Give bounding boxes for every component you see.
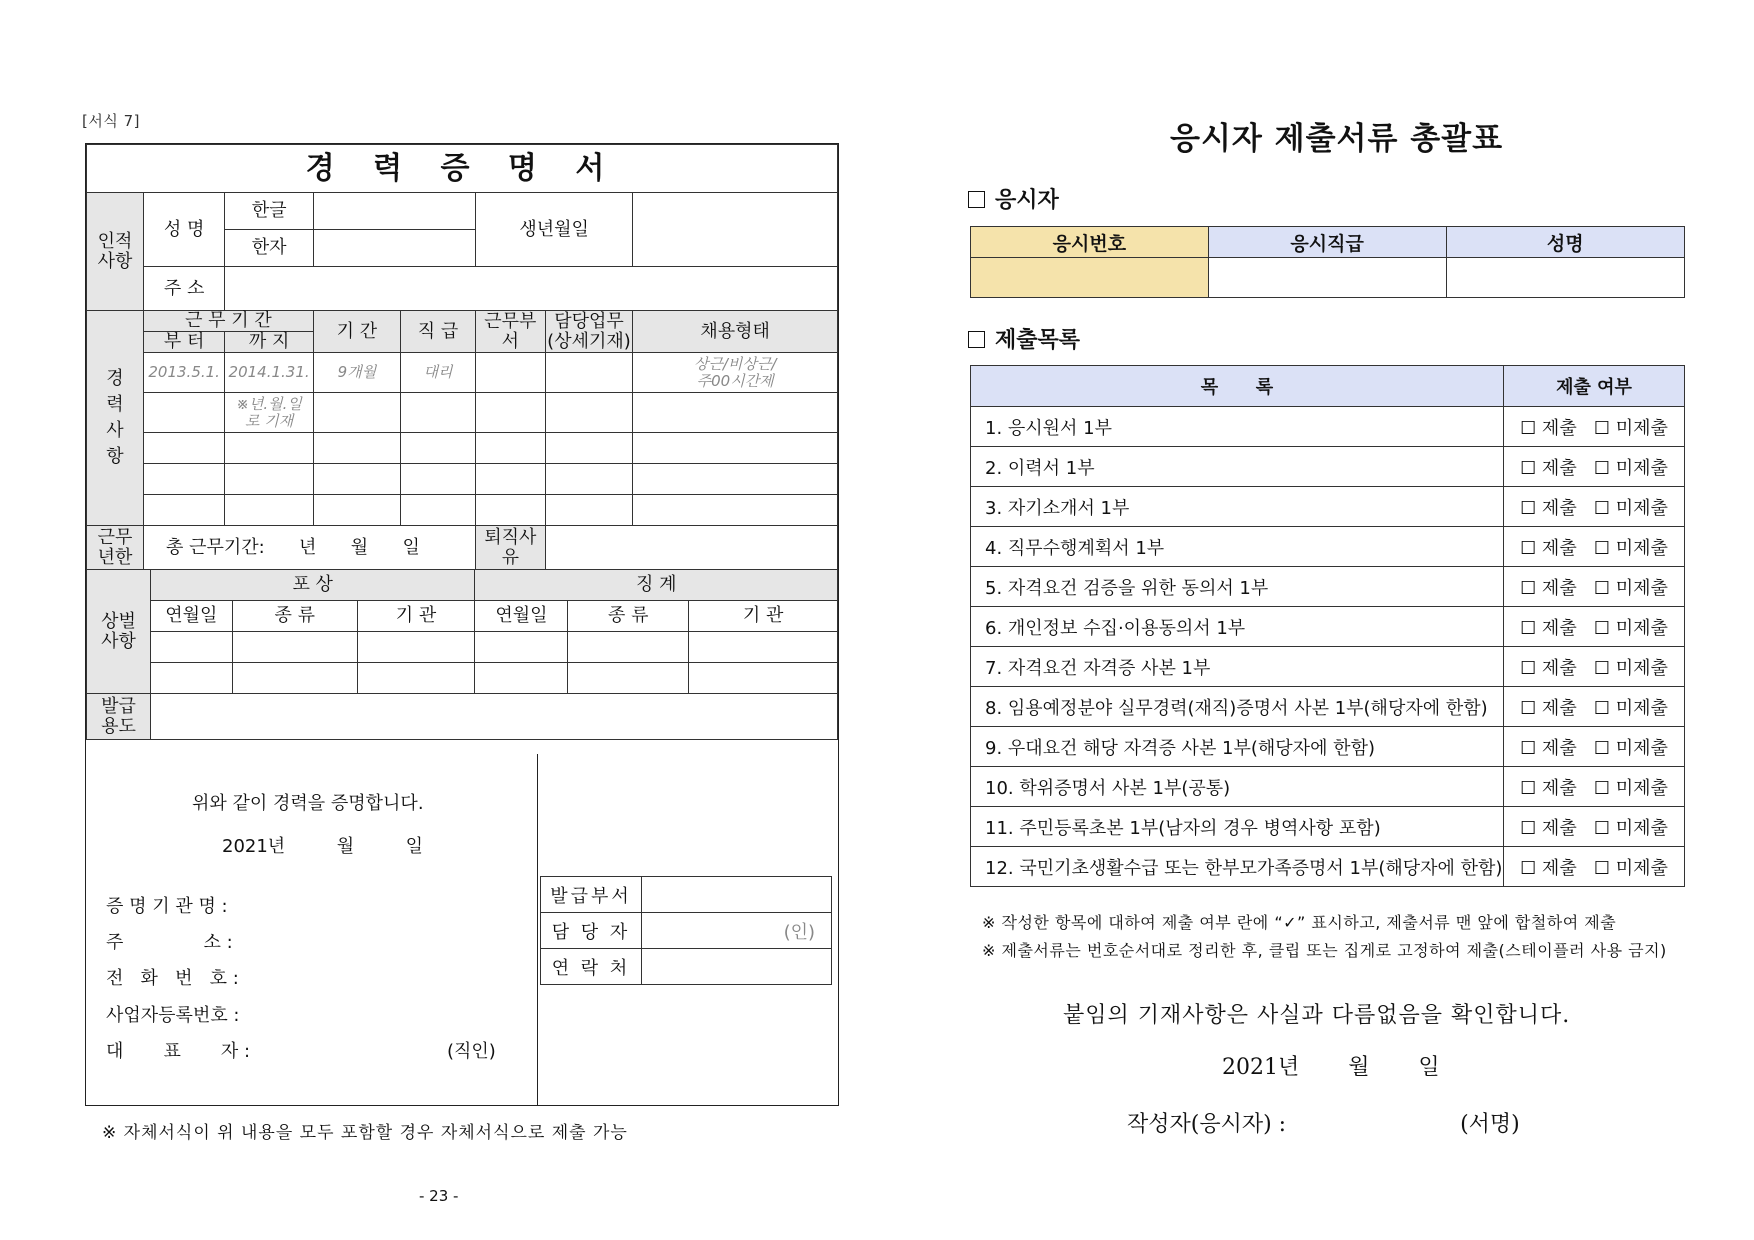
applicant-section-label: 응시자 [995,188,1059,213]
career-cell[interactable] [475,433,545,464]
submission-item: 9. 우대요건 해당 자격증 사본 1부(해당자에 한함) [971,727,1504,767]
writer-line [1127,1107,1520,1138]
submission-item: 12. 국민기초생활수급 또는 한부모가족증명서 1부(해당자에 한함) [971,847,1504,887]
birth-label: 생년월일 [475,193,632,267]
submission-status-checkboxes[interactable]: ☐ 제출 ☐ 미제출 [1504,647,1685,687]
table-row [971,807,1685,847]
career-cell[interactable] [313,393,400,433]
check-instruction-note: ※ 작성한 항목에 대하여 제출 여부 란에 “✓” 표시하고, 제출서류 맨 앞에 합철하여 제출 [982,913,1617,932]
hanja-label: 한자 [225,230,314,267]
issue-info-box [540,876,832,985]
writer-label: 작성자(응시자) : [1127,1112,1287,1137]
biz-number-label: 사업자등록번호 : [106,1005,240,1026]
square-bullet-icon [968,191,985,208]
career-cell[interactable] [313,495,400,526]
table-row [971,407,1685,447]
applicant-name-field[interactable] [1446,258,1685,298]
manager-label: 담 당 자 [541,913,642,949]
certify-area [86,754,538,1105]
career-cell[interactable] [633,495,838,526]
official-seal-mark: (직인) [447,1041,496,1062]
certify-date: 2021년 월 일 [222,836,423,857]
career-cell[interactable] [143,433,224,464]
birth-field[interactable] [633,193,838,267]
dept-label: 근무부서 [475,311,545,353]
table-row [971,647,1685,687]
awards-cell[interactable] [475,663,568,694]
career-cell[interactable] [545,393,633,433]
career-cell[interactable] [313,464,400,495]
career-cell[interactable] [400,495,475,526]
career-cell[interactable] [545,433,633,464]
career-cell[interactable] [143,393,224,433]
submission-item: 2. 이력서 1부 [971,447,1504,487]
hangul-name-field[interactable] [313,193,475,230]
exam-number-header: 응시번호 [971,227,1209,258]
personal-section-label: 인적 사항 [87,193,144,311]
submission-status-checkboxes[interactable]: ☐ 제출 ☐ 미제출 [1504,487,1685,527]
representative-label: 대 표 자 : [106,1041,251,1062]
career-cell[interactable] [475,464,545,495]
address-label: 주 소 [143,267,224,311]
contact-field[interactable] [642,949,832,985]
table-row [971,847,1685,887]
career-cell[interactable] [143,495,224,526]
penalty-org-header: 기 관 [689,601,838,632]
applicant-table [970,226,1685,298]
purpose-field[interactable] [150,694,837,740]
list-item-header: 목 록 [971,366,1504,407]
awards-cell[interactable] [232,632,357,663]
career-cell[interactable] [545,464,633,495]
submission-status-checkboxes[interactable]: ☐ 제출 ☐ 미제출 [1504,767,1685,807]
certificate-table [86,144,838,570]
submission-item: 1. 응시원서 1부 [971,407,1504,447]
table-row [971,687,1685,727]
ordering-instruction-note: ※ 제출서류는 번호순서대로 정리한 후, 클립 또는 집게로 고정하여 제출(스테이플러 사용 금지) [982,941,1667,960]
table-row [971,727,1685,767]
list-status-header: 제출 여부 [1504,366,1685,407]
awards-section-label: 상벌 사항 [87,570,151,694]
submission-item: 4. 직무수행계획서 1부 [971,527,1504,567]
table-row [971,607,1685,647]
career-cell[interactable] [225,495,314,526]
purpose-section-label: 발급 용도 [87,694,151,740]
example-from: 2013.5.1. [143,353,224,393]
summary-title: 응시자 제출서류 총괄표 [1170,121,1504,157]
awards-cell[interactable] [232,663,357,694]
to-label: 까 지 [225,332,314,353]
retire-reason-label: 퇴직사유 [475,526,545,570]
issue-dept-field[interactable] [642,877,832,913]
submission-list-heading [968,323,1080,354]
applicant-name-header: 성명 [1446,227,1685,258]
career-section-label: 경 력 사 항 [87,311,144,526]
career-cell[interactable] [633,433,838,464]
exam-number-field[interactable] [971,258,1209,298]
example-rank: 대리 [400,353,475,393]
awards-cell[interactable] [150,663,232,694]
table-row [971,447,1685,487]
table-row [971,487,1685,527]
awards-cell[interactable] [568,632,689,663]
submission-status-checkboxes[interactable]: ☐ 제출 ☐ 미제출 [1504,847,1685,887]
career-cell[interactable] [400,433,475,464]
certify-statement: 위와 같이 경력을 증명합니다. [192,793,424,814]
career-cell[interactable] [143,464,224,495]
table-row [971,767,1685,807]
career-cell[interactable] [225,464,314,495]
submission-item: 11. 주민등록초본 1부(남자의 경우 병역사항 포함) [971,807,1504,847]
awards-cell[interactable] [568,663,689,694]
awards-cell[interactable] [475,632,568,663]
signature-mark: (서명) [1460,1112,1520,1137]
example-duration: 9개월 [313,353,400,393]
submission-status-checkboxes[interactable]: ☐ 제출 ☐ 미제출 [1504,807,1685,847]
submission-item: 6. 개인정보 수집·이용동의서 1부 [971,607,1504,647]
awards-table [86,569,838,740]
example-to: 2014.1.31. [225,353,314,393]
hangul-label: 한글 [225,193,314,230]
reward-date-header: 연월일 [150,601,232,632]
penalty-date-header: 연월일 [475,601,568,632]
submission-status-checkboxes[interactable]: ☐ 제출 ☐ 미제출 [1504,607,1685,647]
example-employment: 상근/비상근/ 주00시간제 [633,353,838,393]
reward-org-header: 기 관 [357,601,475,632]
address-field[interactable] [225,267,838,311]
submission-status-checkboxes[interactable]: ☐ 제출 ☐ 미제출 [1504,727,1685,767]
career-cell[interactable] [475,353,545,393]
table-row [971,527,1685,567]
awards-cell[interactable] [357,663,475,694]
certificate-title: 경 력 증 명 서 [87,145,838,193]
name-label: 성 명 [143,193,224,267]
table-row [971,567,1685,607]
from-label: 부 터 [143,332,224,353]
submission-item: 7. 자격요건 자격증 사본 1부 [971,647,1504,687]
submission-status-checkboxes[interactable]: ☐ 제출 ☐ 미제출 [1504,687,1685,727]
awards-cell[interactable] [689,663,838,694]
employment-type-label: 채용형태 [633,311,838,353]
reward-label: 포 상 [150,570,475,601]
submission-item: 8. 임용예정분야 실무경력(재직)증명서 사본 1부(해당자에 한함) [971,687,1504,727]
confirmation-statement: 붙임의 기재사항은 사실과 다름없음을 확인합니다. [1063,1003,1571,1028]
manager-seal-field[interactable]: (인) [642,913,832,949]
career-cell[interactable] [400,393,475,433]
org-address-label: 주 소 : [106,932,233,953]
career-cell[interactable] [225,433,314,464]
org-phone-label: 전 화 번 호 : [106,968,239,989]
duration-label: 기 간 [313,311,400,353]
page-number: - 23 - [419,1187,459,1205]
rank-label: 직 급 [400,311,475,353]
org-name-label: 증 명 기 관 명 : [106,896,228,917]
issue-dept-label: 발급부서 [541,877,642,913]
career-cell[interactable] [545,353,633,393]
custom-form-footnote: ※ 자체서식이 위 내용을 모두 포함할 경우 자체서식으로 제출 가능 [102,1123,628,1143]
applicant-section-heading [968,183,1059,214]
submission-item: 5. 자격요건 검증을 위한 동의서 1부 [971,567,1504,607]
career-cell[interactable] [475,495,545,526]
submission-list-table [970,365,1685,887]
submission-item: 10. 학위증명서 사본 1부(공통) [971,767,1504,807]
reward-type-header: 종 류 [232,601,357,632]
penalty-type-header: 종 류 [568,601,689,632]
retire-reason-field[interactable] [545,526,837,570]
submission-status-checkboxes[interactable]: ☐ 제출 ☐ 미제출 [1504,527,1685,567]
submission-list-label: 제출목록 [995,328,1081,353]
date-format-note: ※년.월.일 로 기재 [225,393,314,433]
form-label: [서식 7] [82,112,140,130]
career-cell[interactable] [475,393,545,433]
awards-cell[interactable] [689,632,838,663]
submission-status-checkboxes[interactable]: ☐ 제출 ☐ 미제출 [1504,407,1685,447]
awards-cell[interactable] [357,632,475,663]
career-cell[interactable] [400,464,475,495]
submission-status-checkboxes[interactable]: ☐ 제출 ☐ 미제출 [1504,567,1685,607]
submission-item: 3. 자기소개서 1부 [971,487,1504,527]
submission-status-checkboxes[interactable]: ☐ 제출 ☐ 미제출 [1504,447,1685,487]
career-cell[interactable] [313,433,400,464]
total-period-text: 총 근무기간: 년 월 일 [143,526,475,570]
career-cell[interactable] [633,393,838,433]
duty-label: 담당업무 (상세기재) [545,311,633,353]
career-cell[interactable] [633,464,838,495]
exam-rank-header: 응시직급 [1208,227,1446,258]
confirmation-date: 2021년 월 일 [1222,1055,1440,1080]
awards-cell[interactable] [150,632,232,663]
contact-label: 연 락 처 [541,949,642,985]
penalty-label: 징 계 [475,570,838,601]
exam-rank-field[interactable] [1208,258,1446,298]
tenure-section-label: 근무 년한 [87,526,144,570]
career-cell[interactable] [545,495,633,526]
career-certificate-form [85,143,839,1106]
work-period-label: 근 무 기 간 [143,311,313,332]
hanja-name-field[interactable] [313,230,475,267]
square-bullet-icon [968,331,985,348]
